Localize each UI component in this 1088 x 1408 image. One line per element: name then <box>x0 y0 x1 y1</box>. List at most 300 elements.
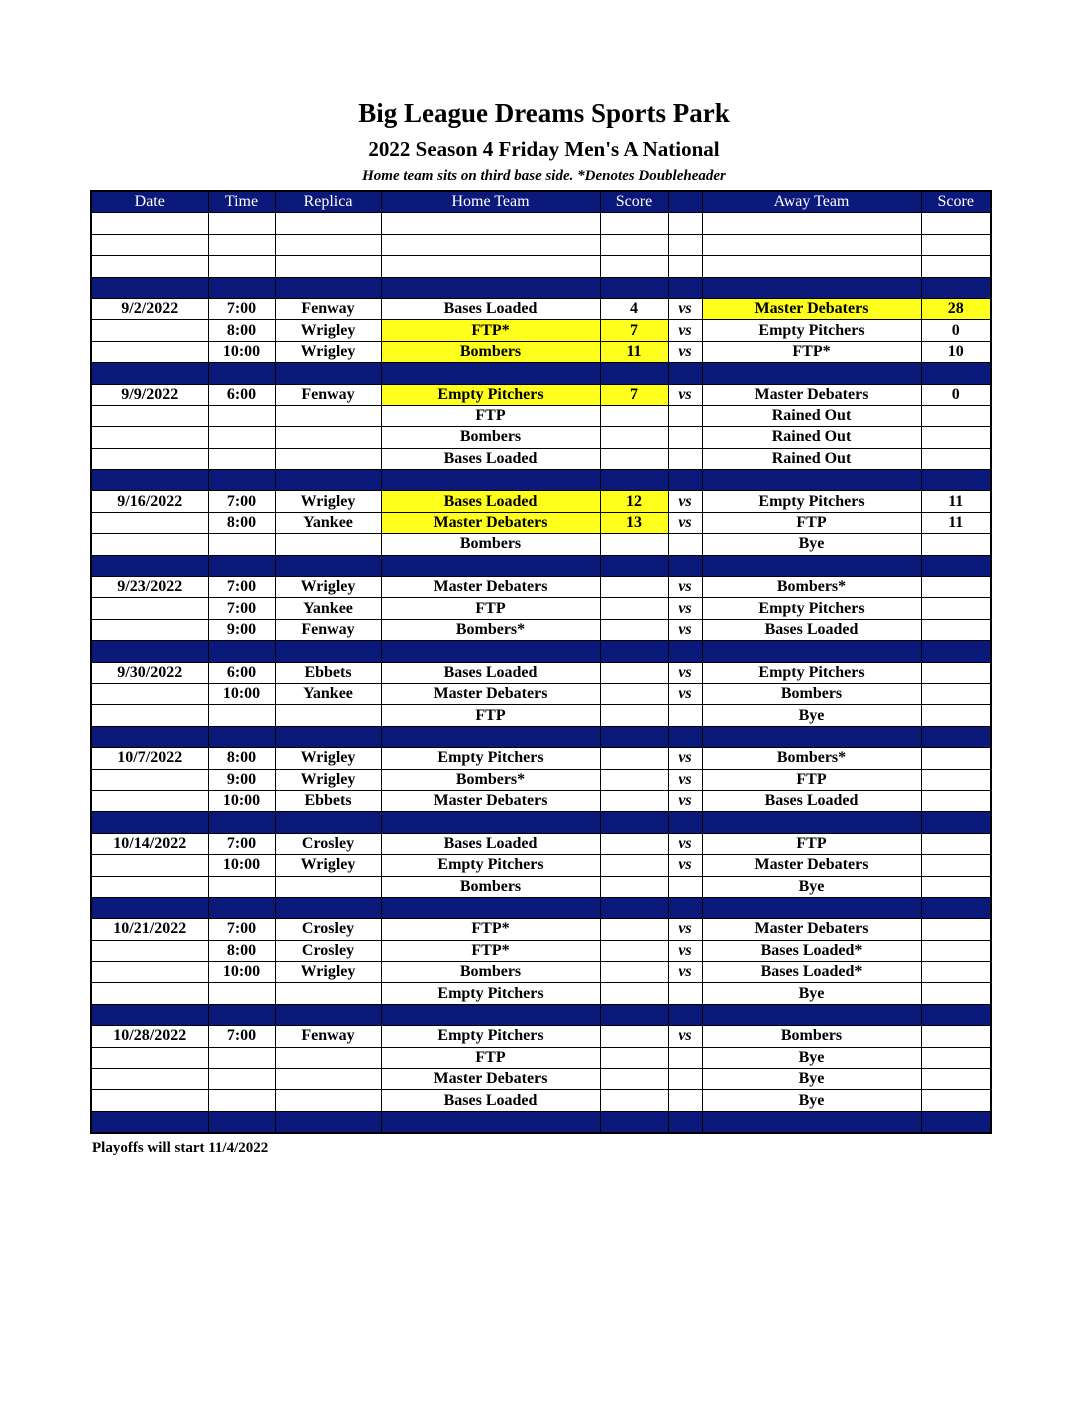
separator-cell <box>381 555 600 576</box>
home-team-cell: Empty Pitchers <box>381 1026 600 1047</box>
home-team-cell: Bombers <box>381 962 600 983</box>
game-row <box>91 405 991 426</box>
replica-cell: Crosley <box>275 833 381 854</box>
replica-cell: Wrigley <box>275 855 381 876</box>
away-team-cell <box>702 256 921 277</box>
date-cell <box>91 1090 208 1111</box>
away-team-cell: Master Debaters <box>702 384 921 405</box>
separator-cell <box>668 641 702 662</box>
away-team-cell: Master Debaters <box>702 298 921 319</box>
away-team-cell: Master Debaters <box>702 855 921 876</box>
replica-cell: Wrigley <box>275 491 381 512</box>
separator-cell <box>91 1111 208 1133</box>
replica-cell <box>275 1069 381 1090</box>
home-team-cell: Master Debaters <box>381 512 600 533</box>
vs-cell <box>668 213 702 234</box>
away-score-cell <box>921 1069 991 1090</box>
away-team-cell: Rained Out <box>702 405 921 426</box>
separator-cell <box>275 1111 381 1133</box>
home-score-cell: 13 <box>600 512 668 533</box>
away-team-cell: FTP <box>702 512 921 533</box>
separator-row <box>91 812 991 833</box>
separator-cell <box>275 555 381 576</box>
replica-cell: Wrigley <box>275 341 381 362</box>
game-row <box>91 662 991 683</box>
separator-cell <box>921 641 991 662</box>
away-team-cell: Bombers* <box>702 577 921 598</box>
time-cell <box>208 256 275 277</box>
game-row <box>91 341 991 362</box>
date-cell <box>91 962 208 983</box>
away-score-cell <box>921 919 991 940</box>
game-row <box>91 598 991 619</box>
time-cell: 10:00 <box>208 683 275 704</box>
separator-cell <box>668 1111 702 1133</box>
date-cell <box>91 983 208 1004</box>
away-team-cell: Empty Pitchers <box>702 320 921 341</box>
home-team-cell: Master Debaters <box>381 790 600 811</box>
separator-cell <box>208 726 275 747</box>
date-cell <box>91 769 208 790</box>
home-score-cell <box>600 598 668 619</box>
away-score-cell <box>921 448 991 469</box>
separator-cell <box>208 277 275 298</box>
separator-cell <box>275 897 381 918</box>
separator-cell <box>921 277 991 298</box>
home-team-cell: Bombers <box>381 341 600 362</box>
date-cell <box>91 705 208 726</box>
home-score-cell <box>600 405 668 426</box>
date-cell <box>91 341 208 362</box>
separator-cell <box>702 812 921 833</box>
replica-cell <box>275 705 381 726</box>
separator-cell <box>91 470 208 491</box>
date-cell <box>91 598 208 619</box>
home-score-cell <box>600 962 668 983</box>
game-row <box>91 962 991 983</box>
separator-cell <box>921 555 991 576</box>
separator-cell <box>600 277 668 298</box>
home-team-cell: Bombers <box>381 876 600 897</box>
page-title: Big League Dreams Sports Park <box>358 98 730 128</box>
away-score-cell <box>921 983 991 1004</box>
game-row <box>91 683 991 704</box>
separator-cell <box>702 1111 921 1133</box>
away-team-cell: Empty Pitchers <box>702 598 921 619</box>
time-cell: 7:00 <box>208 577 275 598</box>
time-cell: 9:00 <box>208 619 275 640</box>
home-team-cell <box>381 256 600 277</box>
away-team-cell: Bye <box>702 876 921 897</box>
vs-cell <box>668 427 702 448</box>
time-cell <box>208 1047 275 1068</box>
date-cell <box>91 1069 208 1090</box>
date-cell <box>91 855 208 876</box>
vs-cell: vs <box>668 384 702 405</box>
replica-cell: Ebbets <box>275 662 381 683</box>
separator-cell <box>91 812 208 833</box>
separator-cell <box>275 641 381 662</box>
blank-row <box>91 213 991 234</box>
home-score-cell <box>600 769 668 790</box>
time-cell: 7:00 <box>208 298 275 319</box>
date-cell <box>91 940 208 961</box>
time-cell: 8:00 <box>208 320 275 341</box>
vs-cell: vs <box>668 577 702 598</box>
vs-cell: vs <box>668 1026 702 1047</box>
replica-cell: Crosley <box>275 940 381 961</box>
separator-cell <box>702 726 921 747</box>
date-cell <box>91 534 208 555</box>
away-score-cell: 0 <box>921 384 991 405</box>
home-score-cell <box>600 662 668 683</box>
away-score-cell <box>921 940 991 961</box>
separator-row <box>91 897 991 918</box>
date-cell: 10/14/2022 <box>91 833 208 854</box>
separator-row <box>91 555 991 576</box>
time-cell: 7:00 <box>208 919 275 940</box>
replica-cell <box>275 256 381 277</box>
separator-cell <box>91 277 208 298</box>
separator-row <box>91 726 991 747</box>
away-team-cell: Bye <box>702 1090 921 1111</box>
replica-cell: Yankee <box>275 683 381 704</box>
schedule-body <box>91 213 991 1133</box>
home-score-cell <box>600 876 668 897</box>
vs-cell <box>668 534 702 555</box>
header-row <box>91 191 991 213</box>
home-team-cell: Bombers* <box>381 619 600 640</box>
vs-cell: vs <box>668 512 702 533</box>
separator-cell <box>668 726 702 747</box>
home-team-cell: Bases Loaded <box>381 662 600 683</box>
vs-cell <box>668 1090 702 1111</box>
column-header-home-score: Score <box>600 191 668 213</box>
away-team-cell <box>702 213 921 234</box>
separator-cell <box>208 641 275 662</box>
home-team-cell: FTP* <box>381 919 600 940</box>
separator-cell <box>600 812 668 833</box>
home-score-cell <box>600 855 668 876</box>
vs-cell: vs <box>668 298 702 319</box>
home-score-cell <box>600 256 668 277</box>
away-score-cell <box>921 683 991 704</box>
separator-cell <box>702 641 921 662</box>
separator-row <box>91 470 991 491</box>
separator-cell <box>921 470 991 491</box>
home-team-cell: Bases Loaded <box>381 1090 600 1111</box>
game-row <box>91 534 991 555</box>
time-cell: 6:00 <box>208 384 275 405</box>
away-score-cell <box>921 833 991 854</box>
column-header-replica: Replica <box>275 191 381 213</box>
replica-cell: Wrigley <box>275 577 381 598</box>
home-score-cell: 7 <box>600 320 668 341</box>
time-cell: 7:00 <box>208 491 275 512</box>
column-header-vs <box>668 191 702 213</box>
home-score-cell <box>600 1047 668 1068</box>
time-cell: 7:00 <box>208 598 275 619</box>
time-cell: 8:00 <box>208 512 275 533</box>
separator-cell <box>600 726 668 747</box>
game-row <box>91 320 991 341</box>
vs-cell: vs <box>668 491 702 512</box>
away-team-cell: Bombers* <box>702 748 921 769</box>
separator-cell <box>381 726 600 747</box>
replica-cell: Yankee <box>275 512 381 533</box>
vs-cell: vs <box>668 598 702 619</box>
away-team-cell: Master Debaters <box>702 919 921 940</box>
vs-cell: vs <box>668 940 702 961</box>
separator-cell <box>381 277 600 298</box>
column-header-away-team: Away Team <box>702 191 921 213</box>
date-cell <box>91 234 208 255</box>
replica-cell: Yankee <box>275 598 381 619</box>
vs-cell: vs <box>668 962 702 983</box>
home-score-cell: 12 <box>600 491 668 512</box>
game-row <box>91 512 991 533</box>
separator-cell <box>702 1004 921 1025</box>
vs-cell: vs <box>668 662 702 683</box>
vs-cell: vs <box>668 790 702 811</box>
home-score-cell <box>600 427 668 448</box>
vs-cell: vs <box>668 619 702 640</box>
time-cell: 8:00 <box>208 940 275 961</box>
home-team-cell: Bases Loaded <box>381 448 600 469</box>
vs-cell: vs <box>668 341 702 362</box>
home-score-cell <box>600 213 668 234</box>
time-cell: 9:00 <box>208 769 275 790</box>
away-score-cell: 28 <box>921 298 991 319</box>
away-team-cell: Bases Loaded* <box>702 962 921 983</box>
home-team-cell: Bombers <box>381 534 600 555</box>
separator-cell <box>702 897 921 918</box>
date-cell <box>91 448 208 469</box>
away-score-cell <box>921 213 991 234</box>
home-team-cell: FTP <box>381 705 600 726</box>
away-team-cell: Empty Pitchers <box>702 662 921 683</box>
game-row <box>91 983 991 1004</box>
away-score-cell: 0 <box>921 320 991 341</box>
time-cell <box>208 534 275 555</box>
away-team-cell: Bases Loaded* <box>702 940 921 961</box>
away-team-cell: Bombers <box>702 1026 921 1047</box>
separator-row <box>91 277 991 298</box>
separator-cell <box>275 363 381 384</box>
playoffs-note: Playoffs will start 11/4/2022 <box>92 1140 269 1156</box>
date-cell <box>91 1047 208 1068</box>
date-cell <box>91 405 208 426</box>
separator-cell <box>921 897 991 918</box>
separator-cell <box>381 641 600 662</box>
game-row <box>91 833 991 854</box>
replica-cell: Crosley <box>275 919 381 940</box>
time-cell: 7:00 <box>208 833 275 854</box>
time-cell: 6:00 <box>208 662 275 683</box>
blank-row <box>91 256 991 277</box>
home-team-cell: Bases Loaded <box>381 833 600 854</box>
game-row <box>91 384 991 405</box>
home-team-cell: Master Debaters <box>381 577 600 598</box>
separator-cell <box>600 1004 668 1025</box>
away-team-cell: Bye <box>702 1069 921 1090</box>
replica-cell <box>275 427 381 448</box>
separator-cell <box>600 470 668 491</box>
vs-cell <box>668 983 702 1004</box>
replica-cell: Fenway <box>275 298 381 319</box>
vs-cell: vs <box>668 855 702 876</box>
home-score-cell <box>600 619 668 640</box>
time-cell <box>208 427 275 448</box>
separator-cell <box>381 1111 600 1133</box>
home-score-cell <box>600 534 668 555</box>
home-team-cell: Master Debaters <box>381 683 600 704</box>
time-cell <box>208 1069 275 1090</box>
away-score-cell <box>921 1090 991 1111</box>
replica-cell: Wrigley <box>275 962 381 983</box>
date-cell: 10/21/2022 <box>91 919 208 940</box>
separator-cell <box>91 897 208 918</box>
home-team-cell: Empty Pitchers <box>381 855 600 876</box>
game-row <box>91 577 991 598</box>
home-team-cell <box>381 234 600 255</box>
game-row <box>91 855 991 876</box>
away-team-cell: Bases Loaded <box>702 619 921 640</box>
separator-cell <box>208 812 275 833</box>
home-score-cell <box>600 683 668 704</box>
vs-cell: vs <box>668 683 702 704</box>
home-score-cell <box>600 940 668 961</box>
away-score-cell <box>921 577 991 598</box>
separator-cell <box>668 897 702 918</box>
away-score-cell: 11 <box>921 512 991 533</box>
home-team-cell: Master Debaters <box>381 1069 600 1090</box>
date-cell <box>91 683 208 704</box>
time-cell <box>208 405 275 426</box>
separator-cell <box>921 726 991 747</box>
separator-cell <box>208 1111 275 1133</box>
time-cell <box>208 983 275 1004</box>
home-score-cell <box>600 577 668 598</box>
vs-cell: vs <box>668 919 702 940</box>
away-score-cell <box>921 534 991 555</box>
game-row <box>91 769 991 790</box>
away-score-cell <box>921 962 991 983</box>
replica-cell: Wrigley <box>275 320 381 341</box>
away-team-cell: Empty Pitchers <box>702 491 921 512</box>
away-team-cell: Rained Out <box>702 427 921 448</box>
away-score-cell: 10 <box>921 341 991 362</box>
separator-cell <box>381 897 600 918</box>
replica-cell: Fenway <box>275 1026 381 1047</box>
separator-cell <box>921 812 991 833</box>
away-score-cell <box>921 619 991 640</box>
home-team-cell: Empty Pitchers <box>381 983 600 1004</box>
separator-cell <box>275 726 381 747</box>
date-cell: 9/30/2022 <box>91 662 208 683</box>
away-score-cell: 11 <box>921 491 991 512</box>
separator-cell <box>381 363 600 384</box>
date-cell <box>91 213 208 234</box>
home-score-cell <box>600 748 668 769</box>
away-score-cell <box>921 855 991 876</box>
separator-cell <box>275 1004 381 1025</box>
replica-cell: Ebbets <box>275 790 381 811</box>
vs-cell <box>668 1069 702 1090</box>
home-team-cell: FTP <box>381 598 600 619</box>
time-cell <box>208 448 275 469</box>
game-row <box>91 876 991 897</box>
game-row <box>91 940 991 961</box>
vs-cell <box>668 405 702 426</box>
game-row <box>91 619 991 640</box>
vs-cell: vs <box>668 320 702 341</box>
vs-cell <box>668 448 702 469</box>
home-score-cell <box>600 1026 668 1047</box>
separator-cell <box>668 812 702 833</box>
home-team-cell: FTP* <box>381 940 600 961</box>
date-cell <box>91 256 208 277</box>
away-team-cell: Bye <box>702 705 921 726</box>
date-cell <box>91 427 208 448</box>
home-team-cell <box>381 213 600 234</box>
away-team-cell: Bye <box>702 983 921 1004</box>
schedule-table <box>90 190 992 1134</box>
separator-cell <box>381 812 600 833</box>
date-cell: 10/7/2022 <box>91 748 208 769</box>
vs-cell <box>668 876 702 897</box>
away-score-cell <box>921 662 991 683</box>
away-team-cell <box>702 234 921 255</box>
separator-row <box>91 1111 991 1133</box>
date-cell <box>91 320 208 341</box>
vs-cell <box>668 705 702 726</box>
time-cell: 10:00 <box>208 855 275 876</box>
game-row <box>91 1090 991 1111</box>
away-team-cell: Bye <box>702 1047 921 1068</box>
home-score-cell: 7 <box>600 384 668 405</box>
separator-cell <box>600 897 668 918</box>
vs-cell: vs <box>668 748 702 769</box>
separator-cell <box>91 363 208 384</box>
replica-cell <box>275 1047 381 1068</box>
time-cell: 10:00 <box>208 341 275 362</box>
separator-cell <box>208 1004 275 1025</box>
away-score-cell <box>921 234 991 255</box>
date-cell <box>91 876 208 897</box>
home-score-cell <box>600 983 668 1004</box>
date-cell: 10/28/2022 <box>91 1026 208 1047</box>
separator-cell <box>702 470 921 491</box>
home-score-cell <box>600 1069 668 1090</box>
home-score-cell: 11 <box>600 341 668 362</box>
separator-cell <box>208 470 275 491</box>
game-row <box>91 919 991 940</box>
replica-cell: Wrigley <box>275 769 381 790</box>
time-cell: 7:00 <box>208 1026 275 1047</box>
game-row <box>91 491 991 512</box>
vs-cell: vs <box>668 769 702 790</box>
time-cell: 8:00 <box>208 748 275 769</box>
home-team-cell: Bases Loaded <box>381 491 600 512</box>
away-team-cell: Bombers <box>702 683 921 704</box>
home-team-cell: Bombers <box>381 427 600 448</box>
separator-cell <box>208 897 275 918</box>
separator-cell <box>668 470 702 491</box>
home-team-cell: Empty Pitchers <box>381 384 600 405</box>
separator-cell <box>91 555 208 576</box>
separator-cell <box>600 555 668 576</box>
